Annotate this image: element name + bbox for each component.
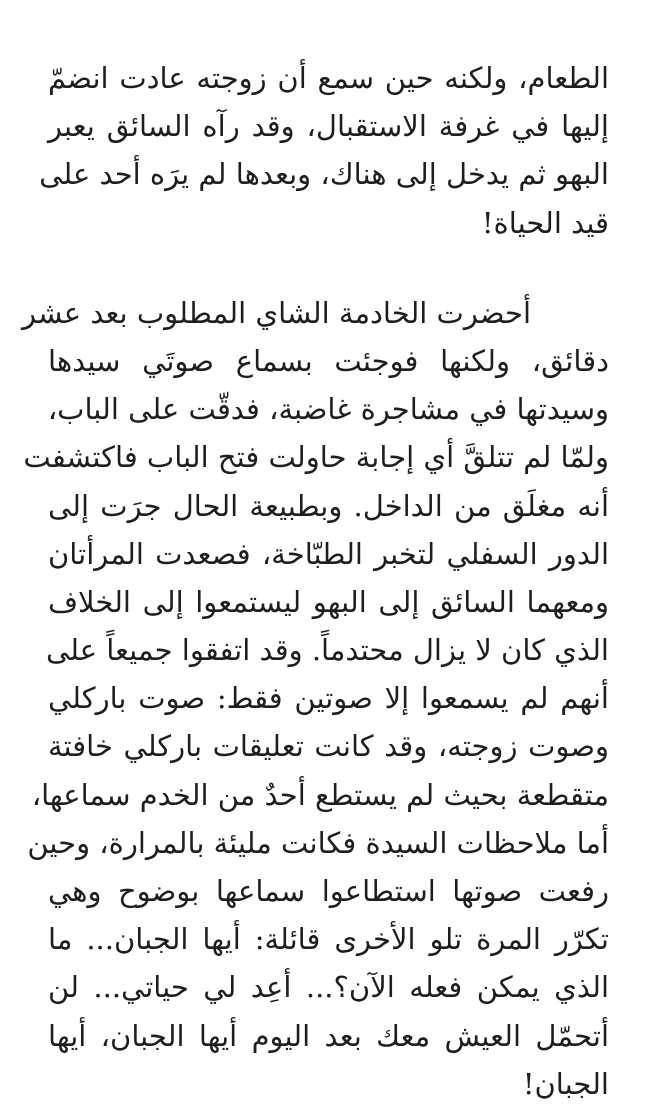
text-line: الطعام، ولكنه حين سمع أن زوجته عادت انضمّ bbox=[48, 61, 609, 95]
paragraph-2 bbox=[21, 289, 609, 1108]
text-line: الدور السفلي لتخبر الطبّاخة، فصعدت المرأتان bbox=[48, 536, 609, 571]
text-line: أنهم لم يسمعوا إلا صوتين فقط: صوت باركلي bbox=[48, 681, 609, 716]
text-line: أحضرت الخادمة الشاي المطلوب بعد عشر bbox=[21, 295, 531, 330]
text-line: أتحمّل العيش معك بعد اليوم أيها الجبان، أيها bbox=[48, 1018, 609, 1053]
text-line: أما ملاحظات السيدة فكانت مليئة بالمرارة، وحين bbox=[27, 825, 609, 860]
text-line: الجبان! bbox=[522, 1066, 609, 1101]
text-line: الذي كان لا يزال محتدماً. وقد اتفقوا جميعاً على bbox=[46, 633, 609, 668]
text-line: أنه مغلَق من الداخل. وبطبيعة الحال جرَت إلى bbox=[48, 488, 609, 523]
text-line: وصوت زوجته، وقد كانت تعليقات باركلي خافتة bbox=[48, 729, 609, 764]
text-line: ولمّا لم تتلقَّ أي إجابة حاولت فتح الباب فاكتشفت bbox=[23, 440, 609, 475]
text-line: الذي يمكن فعله الآن؟... أعِد لي حياتي... لن bbox=[48, 970, 609, 1005]
text-line: قيد الحياة! bbox=[481, 205, 609, 240]
paragraph-1 bbox=[39, 54, 609, 247]
text-line: وسيدتها في مشاجرة غاضبة، فدقّت على الباب، bbox=[47, 392, 609, 427]
text-line: تكرّر المرة تلو الأخرى قائلة: أيها الجبان... ما bbox=[48, 922, 609, 957]
text-line: ومعهما السائق إلى البهو ليستمعوا إلى الخلاف bbox=[48, 584, 609, 619]
text-line: إليها في غرفة الاستقبال، وقد رآه السائق يعبر bbox=[48, 109, 609, 144]
text-line: متقطعة بحيث لم يستطع أحدٌ من الخدم سماعها، bbox=[31, 777, 609, 812]
text-line: رفعت صوتها استطاعوا سماعها بوضوح وهي bbox=[48, 874, 609, 908]
text-line: البهو ثم يدخل إلى هناك، وبعدها لم يرَه أحد على bbox=[39, 157, 609, 192]
paragraph-gap bbox=[48, 247, 609, 289]
text-line: دقائق، ولكنها فوجئت بسماع صوتَي سيدها bbox=[48, 343, 609, 378]
